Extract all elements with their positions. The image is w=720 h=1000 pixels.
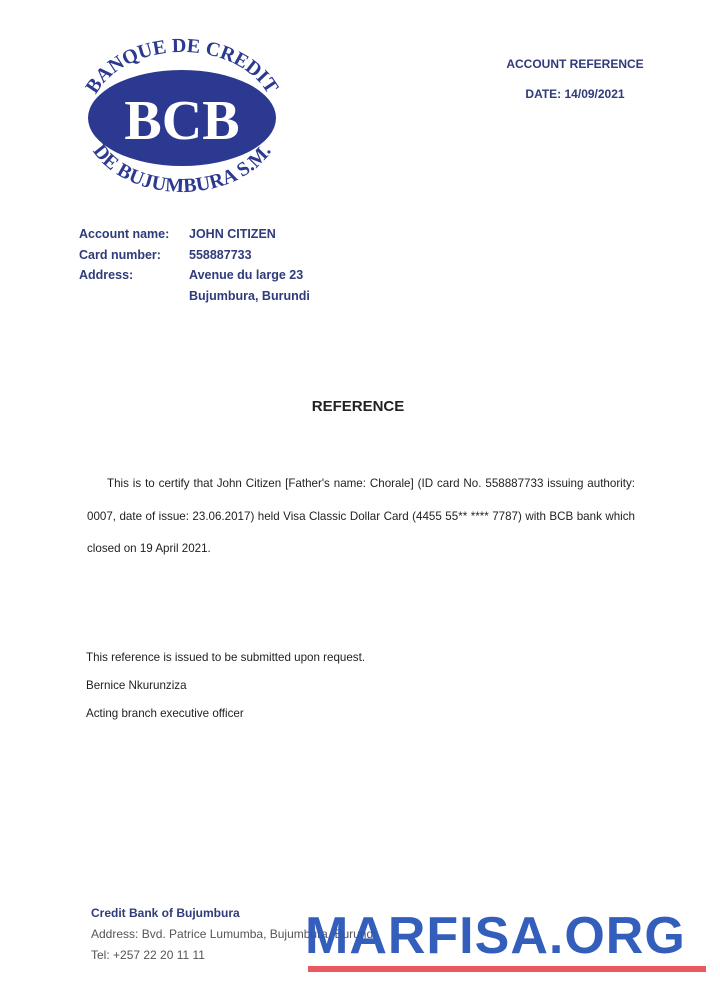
- certification-paragraph: This is to certify that John Citizen [Father's name: Chorale] (ID card No. 558887733 issuing authority: 0007, date of issue: 23.06.2017) held Visa Classic Dollar Card (4455 55** **** 7787) with BCB bank which closed on 19 April 2021.: [87, 477, 635, 555]
- account-reference-label: ACCOUNT REFERENCE: [506, 57, 644, 71]
- reference-body: [87, 468, 635, 566]
- account-name-row: [79, 227, 310, 248]
- closing-note: This reference is issued to be submitted upon request.: [86, 651, 366, 664]
- account-details: [79, 227, 310, 309]
- svg-text:BANQUE DE CREDIT: BANQUE DE CREDIT: [81, 38, 283, 98]
- document-title: REFERENCE: [311, 398, 405, 415]
- footer-bank-name: Credit Bank of Bujumbura: [91, 906, 240, 920]
- address-label: Address:: [79, 268, 134, 282]
- signatory-name: Bernice Nkurunziza: [86, 679, 187, 692]
- address-line-1: Avenue du large 23: [189, 268, 304, 282]
- account-name-value: JOHN CITIZEN: [189, 227, 276, 241]
- footer-tel: Tel: +257 22 20 11 11: [91, 948, 205, 962]
- bank-logo: [76, 38, 288, 196]
- address-row: [79, 268, 310, 289]
- card-number-row: [79, 248, 310, 269]
- svg-text:BCB: BCB: [124, 90, 240, 152]
- document-header: [500, 56, 650, 116]
- footer-address: Address: Bvd. Patrice Lumumba, Bujumbura, Burundi: [91, 927, 376, 941]
- watermark-text: MARFISA.ORG: [305, 907, 686, 965]
- document-date: DATE: 14/09/2021: [525, 87, 625, 101]
- account-name-label: Account name:: [79, 227, 170, 241]
- card-number-label: Card number:: [79, 247, 161, 262]
- closing-block: [86, 648, 365, 732]
- watermark-underline: [308, 966, 706, 972]
- address-row-2: [79, 289, 310, 310]
- signatory-title: Acting branch executive officer: [86, 707, 244, 720]
- card-number-value: 558887733: [189, 247, 252, 262]
- svg-text:DE BUJUMBURA S.M.: DE BUJUMBURA S.M.: [88, 140, 276, 196]
- address-line-2: Bujumbura, Burundi: [189, 288, 310, 303]
